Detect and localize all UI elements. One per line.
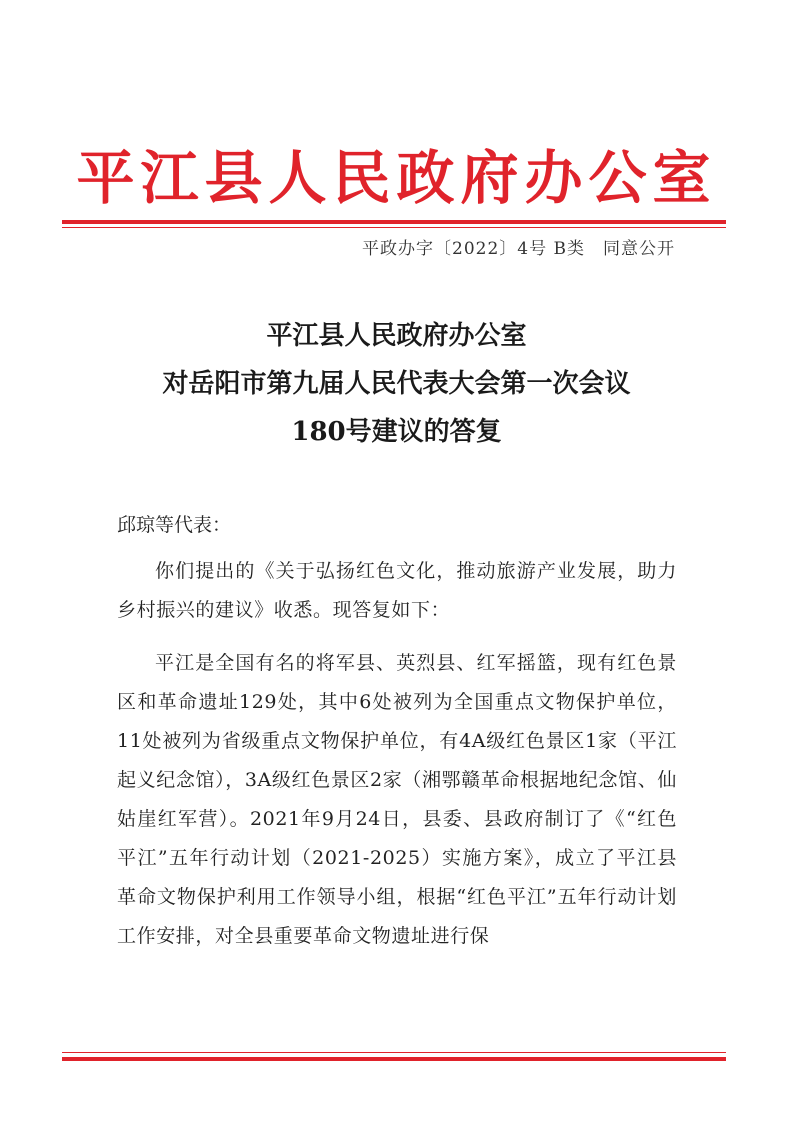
title-line-2: 对岳阳市第九届人民代表大会第一次会议 xyxy=(162,369,631,399)
salutation: 邱琼等代表： xyxy=(117,514,232,536)
header-rule-thin xyxy=(62,227,726,228)
agency-masthead: 平江县人民政府办公室 xyxy=(76,144,717,212)
title-line-3: 180号建议的答复 xyxy=(291,417,502,447)
document-title xyxy=(0,312,793,456)
paragraph-1: 你们提出的《关于弘扬红色文化，推动旅游产业发展，助力乡村振兴的建议》收悉。现答复如下： xyxy=(117,560,677,621)
title-line-1: 平江县人民政府办公室 xyxy=(266,321,527,351)
paragraph-2: 平江是全国有名的将军县、英烈县、红军摇篮，现有红色景区和革命遗址129处，其中6处被列为全国重点文物保护单位，11处被列为省级重点文物保护单位，有4A级红色景区1家（平江起义纪念馆），3A级红色景区2家（湘鄂赣革命根据地纪念馆、仙姑崖红军营）。2021年9月24日，县委、县政府制订了《“红色平江”五年行动计划（2021-2025）实施方案》，成立了平江县革命文物保护利用工作领导小组，根据“红色平江”五年行动计划工作安排，对全县重要革命文物遗址进行保 xyxy=(117,652,677,947)
footer-rule-thin xyxy=(62,1052,726,1053)
document-number: 平政办字〔2022〕4号 B类 同意公开 xyxy=(362,239,675,259)
footer-rule-thick xyxy=(62,1057,726,1061)
header-rule-thick xyxy=(62,220,726,224)
